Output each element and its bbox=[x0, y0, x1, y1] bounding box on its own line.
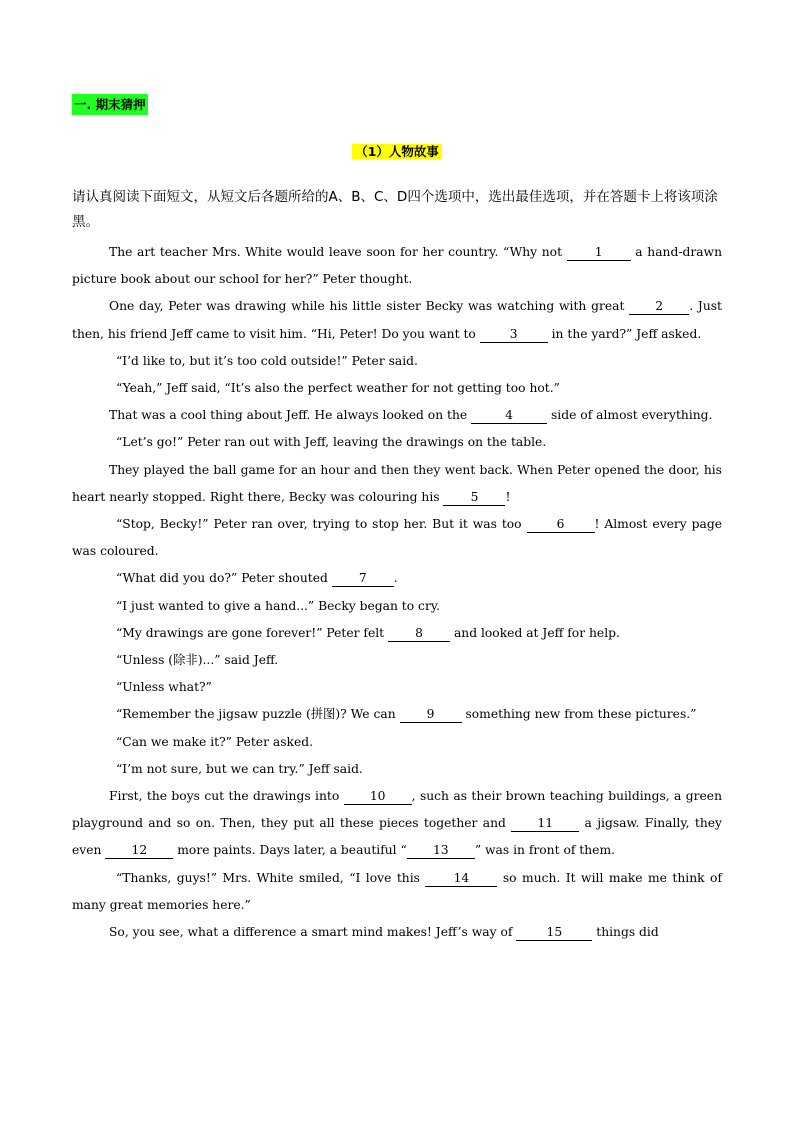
paragraph: That was a cool thing about Jeff. He always looked on the 4 side of almost everything. bbox=[109, 408, 713, 423]
blank-5: 5 bbox=[443, 490, 505, 506]
paragraph: “I’d like to, but it’s too cold outside!” Peter said. bbox=[116, 353, 418, 368]
blank-2: 2 bbox=[629, 299, 689, 315]
paragraph: First, the boys cut the drawings into 10 , such as their brown teaching buildings, a green playground and so on. Then, they put all these pieces together and 11 a jigsaw. Finally, they even 12 more paints. Days later, a beautiful “ 13 ” was in front of them. bbox=[72, 789, 723, 858]
paragraph: “Unless (除非)...” said Jeff. bbox=[116, 653, 279, 668]
blank-9: 9 bbox=[400, 707, 462, 723]
paragraph: “Yeah,” Jeff said, “It’s also the perfect weather for not getting too hot.” bbox=[116, 381, 560, 396]
paragraph: “Unless what?” bbox=[116, 680, 212, 695]
paragraph: “Remember the jigsaw puzzle (拼图)? We can 9 something new from these pictures.” bbox=[116, 707, 697, 722]
paragraph: “Thanks, guys!” Mrs. White smiled, “I love this 14 so much. It will make me think of many great memories here.” bbox=[72, 870, 723, 912]
paragraph: “I’m not sure, but we can try.” Jeff said. bbox=[116, 761, 363, 776]
passage-title-text: （1）人物故事 bbox=[352, 144, 442, 159]
paragraph: “Let’s go!” Peter ran out with Jeff, leaving the drawings on the table. bbox=[116, 435, 547, 450]
paragraph: “My drawings are gone forever!” Peter felt 8 and looked at Jeff for help. bbox=[116, 625, 620, 640]
blank-4: 4 bbox=[471, 408, 547, 424]
blank-1: 1 bbox=[567, 245, 631, 261]
section-heading: 一. 期末猜押 bbox=[72, 94, 148, 115]
blank-13: 13 bbox=[407, 843, 475, 859]
blank-7: 7 bbox=[332, 571, 394, 587]
paragraph: “I just wanted to give a hand...” Becky began to cry. bbox=[116, 598, 441, 613]
instructions: 请认真阅读下面短文，从短文后各题所给的A、B、C、D四个选项中，选出最佳选项，并在答题卡上将该项涂黑。 bbox=[72, 189, 718, 230]
paragraph: One day, Peter was drawing while his little sister Becky was watching with great 2 . Just then, his friend Jeff came to visit him. “Hi, Peter! Do you want to 3 in the yard?” Jeff asked. bbox=[72, 299, 722, 341]
paragraph: “Stop, Becky!” Peter ran over, trying to stop her. But it was too 6 ! Almost every page was coloured. bbox=[72, 517, 723, 559]
paragraph: So, you see, what a difference a smart mind makes! Jeff’s way of 15 things did bbox=[109, 925, 659, 940]
paragraph: “Can we make it?” Peter asked. bbox=[116, 734, 314, 749]
blank-15: 15 bbox=[516, 925, 592, 941]
paragraph: They played the ball game for an hour and then they went back. When Peter opened the door, his heart nearly stopped. Right there, Becky was colouring his 5 ! bbox=[72, 462, 722, 504]
blank-14: 14 bbox=[425, 871, 497, 887]
blank-8: 8 bbox=[388, 626, 450, 642]
passage-title bbox=[0, 141, 794, 162]
paragraph: “What did you do?” Peter shouted 7 . bbox=[116, 571, 398, 586]
story-passage bbox=[72, 239, 722, 946]
paragraph: The art teacher Mrs. White would leave soon for her country. “Why not 1 a hand-drawn picture book about our school for her?” Peter thought. bbox=[72, 245, 722, 287]
blank-11: 11 bbox=[511, 816, 579, 832]
blank-10: 10 bbox=[344, 789, 412, 805]
blank-12: 12 bbox=[105, 843, 173, 859]
blank-3: 3 bbox=[480, 327, 548, 343]
blank-6: 6 bbox=[527, 517, 595, 533]
